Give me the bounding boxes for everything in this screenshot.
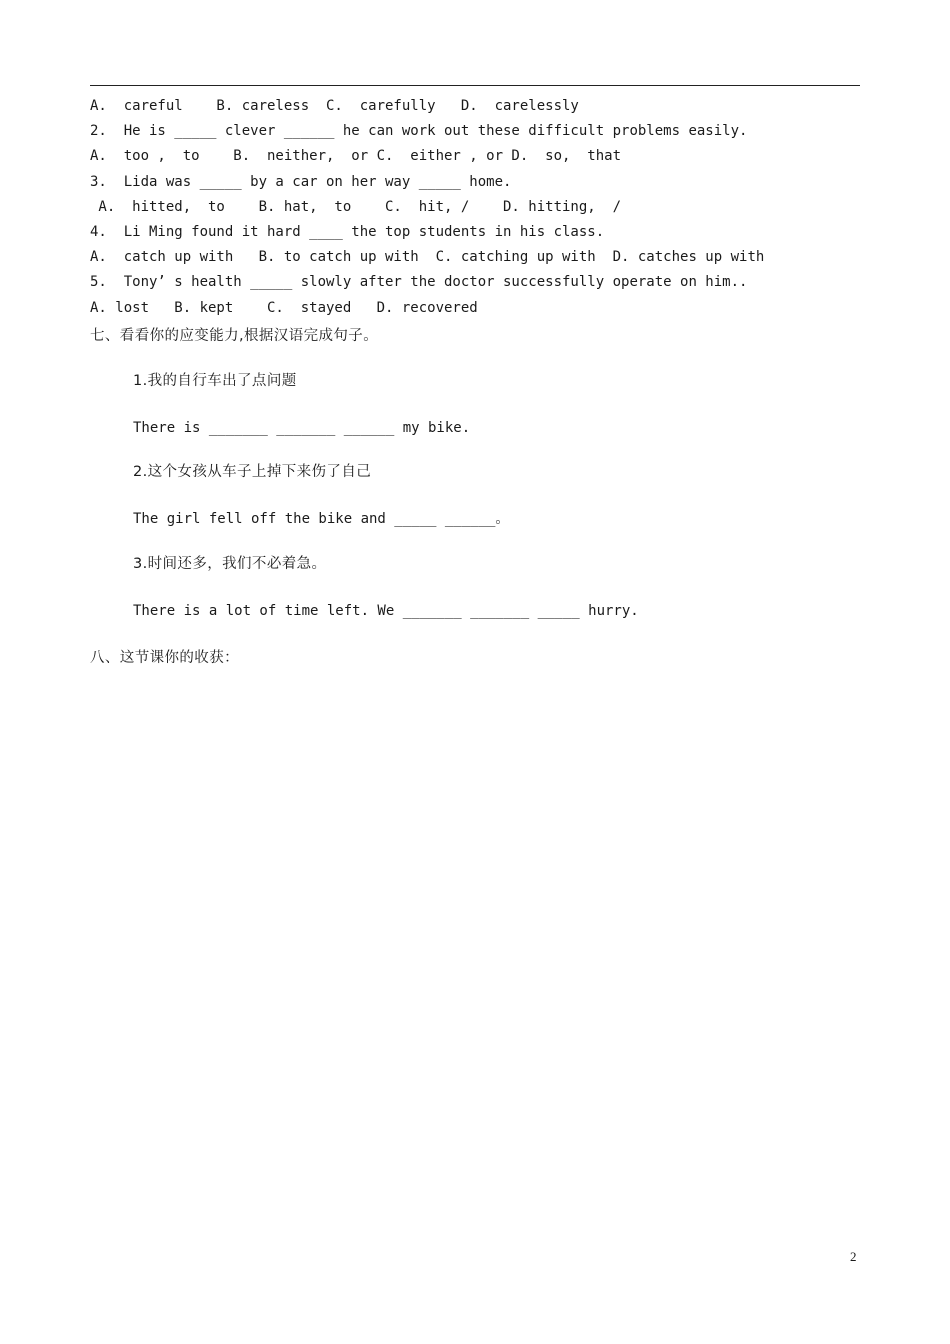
section-8-heading: 八、这节课你的收获：	[90, 650, 239, 666]
translation-answer-3: There is a lot of time left. We _______ _______ _____ hurry.	[133, 603, 639, 619]
translation-prompt-2: 2.这个女孩从车子上掉下来伤了自己	[133, 464, 372, 480]
question-3: 3. Lida was _____ by a car on her way _____ home.	[90, 174, 512, 190]
section-7-heading: 七、看看你的应变能力,根据汉语完成句子。	[90, 328, 379, 344]
option-line-4: A. catch up with B. to catch up with C. catching up with D. catches up with	[90, 249, 765, 265]
header-rule	[90, 85, 860, 86]
question-5: 5. Tony’ s health _____ slowly after the doctor successfully operate on him..	[90, 274, 748, 290]
question-4: 4. Li Ming found it hard ____ the top students in his class.	[90, 224, 605, 240]
translation-answer-2: The girl fell off the bike and _____ ______。	[133, 511, 510, 527]
question-2: 2. He is _____ clever ______ he can work out these difficult problems easily.	[90, 123, 748, 139]
option-line-5: A. lost B. kept C. stayed D. recovered	[90, 300, 478, 316]
translation-prompt-1: 1.我的自行车出了点问题	[133, 373, 297, 389]
page-number: 2	[850, 1249, 857, 1264]
translation-prompt-3: 3.时间还多，我们不必着急。	[133, 556, 327, 572]
option-line-1a: A. careful B. careless C. carefully D. carelessly	[90, 98, 579, 114]
option-line-2: A. too , to B. neither, or C. either , or D. so, that	[90, 148, 622, 164]
translation-answer-1: There is _______ _______ ______ my bike.	[133, 420, 471, 436]
option-line-3: A. hitted, to B. hat, to C. hit, / D. hitting, /	[90, 199, 622, 215]
